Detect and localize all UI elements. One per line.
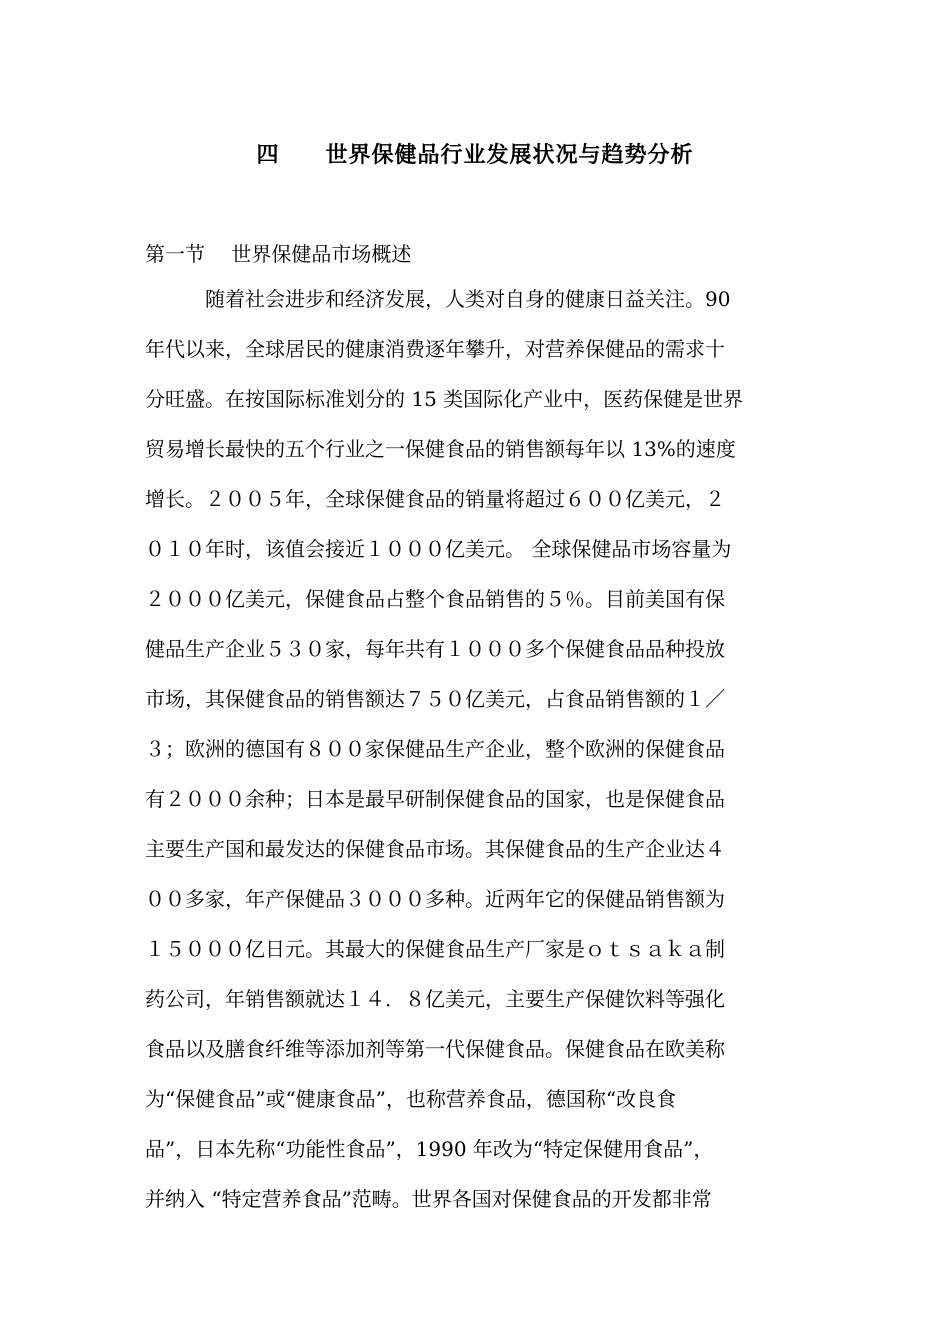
paragraph-line: 分旺盛。在按国际标准划分的 15 类国际化产业中，医药保健是世界 [145, 387, 744, 411]
paragraph-line: 品”，日本先称“功能性食品”，1990 年改为“特定保健用食品”， [145, 1137, 714, 1161]
section-heading: 第一节 世界保健品市场概述 [145, 242, 412, 266]
paragraph-line: 增长。２００５年，全球保健食品的销量将超过６００亿美元，２ [145, 487, 725, 511]
paragraph-line: 贸易增长最快的五个行业之一保健食品的销售额每年以 13%的速度 [145, 437, 736, 461]
paragraph-line: ３；欧洲的德国有８００家保健品生产企业，整个欧洲的保健食品 [145, 737, 725, 761]
paragraph-line: 食品以及膳食纤维等添加剂等第一代保健食品。保健食品在欧美称 [145, 1037, 725, 1061]
paragraph-line: ０１０年时，该值会接近１０００亿美元。 全球保健品市场容量为 [145, 537, 732, 561]
document-title: 四 世界保健品行业发展状况与趋势分析 [256, 142, 694, 168]
paragraph-line: ００多家，年产保健品３０００多种。近两年它的保健品销售额为 [145, 887, 725, 911]
paragraph-line: 主要生产国和最发达的保健食品市场。其保健食品的生产企业达４ [145, 837, 725, 861]
paragraph-line: 市场，其保健食品的销售额达７５０亿美元，占食品销售额的１／ [145, 687, 725, 711]
paragraph-line: 随着社会进步和经济发展，人类对自身的健康日益关注。90 [145, 287, 731, 311]
paragraph-line: ２０００亿美元，保健食品占整个食品销售的５％。目前美国有保 [145, 587, 725, 611]
paragraph-line: 药公司，年销售额就达１４．８亿美元，主要生产保健饮料等强化 [145, 987, 725, 1011]
paragraph-line: 有２０００余种；日本是最早研制保健食品的国家，也是保健食品 [145, 787, 725, 811]
paragraph-line: １５０００亿日元。其最大的保健食品生产厂家是ｏｔｓａｋａ制 [145, 937, 725, 961]
paragraph-line: 年代以来，全球居民的健康消费逐年攀升，对营养保健品的需求十 [145, 337, 725, 361]
paragraph-line: 为“保健食品”或“健康食品”，也称营养食品，德国称“改良食 [145, 1087, 677, 1111]
paragraph-line: 健品生产企业５３０家，每年共有１０００多个保健食品品种投放 [145, 637, 725, 661]
paragraph-line: 并纳入 “特定营养食品”范畴。世界各国对保健食品的开发都非常 [145, 1187, 712, 1211]
